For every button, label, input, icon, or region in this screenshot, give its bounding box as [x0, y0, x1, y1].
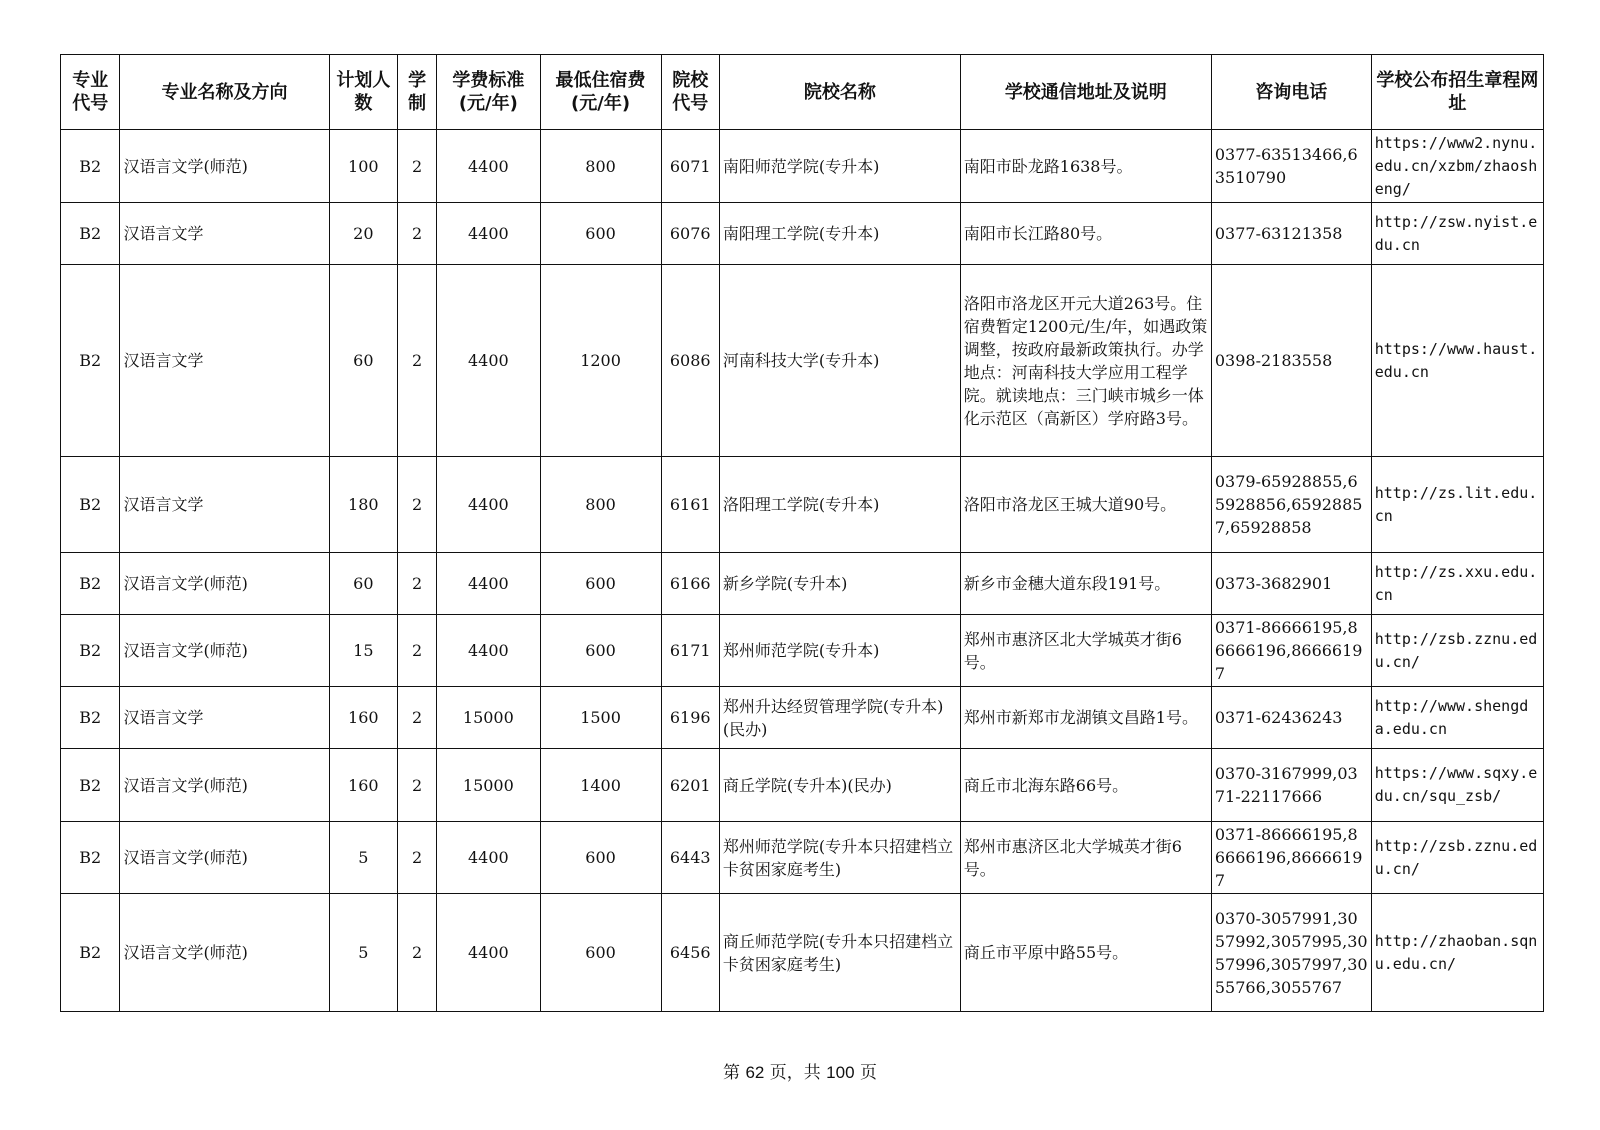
cell-school-code: 6171 — [661, 615, 719, 687]
cell-url: http://zsb.zznu.edu.cn/ — [1371, 615, 1543, 687]
cell-tuition: 4400 — [437, 615, 541, 687]
footer-suffix: 页 — [859, 1063, 877, 1083]
table-row — [61, 130, 1544, 203]
cell-url: https://www.haust.edu.cn — [1371, 265, 1543, 457]
cell-address: 南阳市卧龙路1638号。 — [960, 130, 1211, 203]
cell-plan-count: 160 — [329, 749, 398, 822]
cell-major-code: B2 — [61, 265, 120, 457]
cell-tuition: 4400 — [437, 822, 541, 894]
table-body — [61, 130, 1544, 1012]
cell-duration: 2 — [398, 553, 437, 615]
header-plan-count: 计划人数 — [329, 55, 398, 130]
cell-school-name: 河南科技大学(专升本) — [719, 265, 960, 457]
cell-major-code: B2 — [61, 615, 120, 687]
cell-url: http://zs.lit.edu.cn — [1371, 457, 1543, 553]
cell-phone: 0377-63121358 — [1211, 203, 1371, 265]
cell-school-code: 6201 — [661, 749, 719, 822]
cell-phone: 0370-3167999,0371-22117666 — [1211, 749, 1371, 822]
header-tuition: 学费标准(元/年) — [437, 55, 541, 130]
table-row — [61, 615, 1544, 687]
table-row — [61, 553, 1544, 615]
cell-duration: 2 — [398, 749, 437, 822]
footer-middle: 页，共 — [769, 1063, 821, 1083]
cell-duration: 2 — [398, 265, 437, 457]
cell-major-code: B2 — [61, 894, 120, 1012]
cell-address: 商丘市北海东路66号。 — [960, 749, 1211, 822]
cell-school-name: 南阳师范学院(专升本) — [719, 130, 960, 203]
footer-total-pages: 100 — [826, 1063, 855, 1082]
cell-dorm-fee: 1200 — [540, 265, 661, 457]
cell-school-code: 6161 — [661, 457, 719, 553]
cell-url: http://zhaoban.sqnu.edu.cn/ — [1371, 894, 1543, 1012]
header-major-code: 专业代号 — [61, 55, 120, 130]
cell-major-code: B2 — [61, 749, 120, 822]
cell-phone: 0379-65928855,65928856,65928857,65928858 — [1211, 457, 1371, 553]
cell-major-name: 汉语言文学 — [120, 203, 329, 265]
header-school-code: 院校代号 — [661, 55, 719, 130]
cell-major-name: 汉语言文学(师范) — [120, 749, 329, 822]
cell-tuition: 4400 — [437, 130, 541, 203]
cell-plan-count: 160 — [329, 687, 398, 749]
table-row — [61, 894, 1544, 1012]
cell-duration: 2 — [398, 894, 437, 1012]
cell-url: https://www2.nynu.edu.cn/xzbm/zhaosheng/ — [1371, 130, 1543, 203]
cell-url: http://www.shengda.edu.cn — [1371, 687, 1543, 749]
header-school-name: 院校名称 — [719, 55, 960, 130]
table-row — [61, 265, 1544, 457]
cell-dorm-fee: 600 — [540, 822, 661, 894]
header-url: 学校公布招生章程网址 — [1371, 55, 1543, 130]
cell-school-name: 洛阳理工学院(专升本) — [719, 457, 960, 553]
cell-dorm-fee: 600 — [540, 203, 661, 265]
cell-dorm-fee: 600 — [540, 553, 661, 615]
cell-plan-count: 5 — [329, 822, 398, 894]
cell-tuition: 4400 — [437, 553, 541, 615]
page-footer — [0, 1058, 1600, 1083]
cell-address: 新乡市金穗大道东段191号。 — [960, 553, 1211, 615]
cell-school-code: 6196 — [661, 687, 719, 749]
table-row — [61, 822, 1544, 894]
cell-school-code: 6071 — [661, 130, 719, 203]
footer-prefix: 第 — [723, 1063, 741, 1083]
cell-major-name: 汉语言文学(师范) — [120, 822, 329, 894]
cell-tuition: 15000 — [437, 749, 541, 822]
cell-dorm-fee: 1500 — [540, 687, 661, 749]
cell-address: 洛阳市洛龙区开元大道263号。住宿费暂定1200元/生/年，如遇政策调整，按政府最新政策执行。办学地点：河南科技大学应用工程学院。就读地点：三门峡市城乡一体化示范区（高新区）学府路3号。 — [960, 265, 1211, 457]
cell-school-code: 6076 — [661, 203, 719, 265]
cell-plan-count: 5 — [329, 894, 398, 1012]
cell-major-name: 汉语言文学(师范) — [120, 553, 329, 615]
cell-duration: 2 — [398, 615, 437, 687]
cell-major-code: B2 — [61, 130, 120, 203]
cell-school-name: 商丘师范学院(专升本只招建档立卡贫困家庭考生) — [719, 894, 960, 1012]
cell-duration: 2 — [398, 203, 437, 265]
cell-url: http://zsb.zznu.edu.cn/ — [1371, 822, 1543, 894]
cell-phone: 0373-3682901 — [1211, 553, 1371, 615]
cell-url: http://zs.xxu.edu.cn — [1371, 553, 1543, 615]
cell-tuition: 4400 — [437, 265, 541, 457]
header-row — [61, 55, 1544, 130]
cell-dorm-fee: 800 — [540, 130, 661, 203]
cell-url: https://www.sqxy.edu.cn/squ_zsb/ — [1371, 749, 1543, 822]
cell-phone: 0398-2183558 — [1211, 265, 1371, 457]
cell-url: http://zsw.nyist.edu.cn — [1371, 203, 1543, 265]
cell-address: 郑州市新郑市龙湖镇文昌路1号。 — [960, 687, 1211, 749]
cell-school-name: 商丘学院(专升本)(民办) — [719, 749, 960, 822]
cell-duration: 2 — [398, 130, 437, 203]
cell-phone: 0371-86666195,86666196,86666197 — [1211, 822, 1371, 894]
cell-major-code: B2 — [61, 822, 120, 894]
cell-phone: 0370-3057991,3057992,3057995,3057996,3057997,3055766,3055767 — [1211, 894, 1371, 1012]
cell-plan-count: 60 — [329, 553, 398, 615]
cell-major-code: B2 — [61, 687, 120, 749]
cell-phone: 0377-63513466,63510790 — [1211, 130, 1371, 203]
header-major-name: 专业名称及方向 — [120, 55, 329, 130]
cell-school-code: 6166 — [661, 553, 719, 615]
cell-school-name: 郑州师范学院(专升本只招建档立卡贫困家庭考生) — [719, 822, 960, 894]
cell-duration: 2 — [398, 822, 437, 894]
cell-major-name: 汉语言文学 — [120, 265, 329, 457]
cell-school-name: 新乡学院(专升本) — [719, 553, 960, 615]
cell-plan-count: 100 — [329, 130, 398, 203]
cell-dorm-fee: 600 — [540, 615, 661, 687]
admissions-table — [60, 54, 1544, 1012]
cell-address: 商丘市平原中路55号。 — [960, 894, 1211, 1012]
cell-major-code: B2 — [61, 457, 120, 553]
cell-plan-count: 20 — [329, 203, 398, 265]
cell-major-name: 汉语言文学 — [120, 687, 329, 749]
cell-school-name: 郑州升达经贸管理学院(专升本)(民办) — [719, 687, 960, 749]
cell-major-code: B2 — [61, 203, 120, 265]
cell-duration: 2 — [398, 457, 437, 553]
header-phone: 咨询电话 — [1211, 55, 1371, 130]
cell-major-name: 汉语言文学(师范) — [120, 894, 329, 1012]
cell-dorm-fee: 800 — [540, 457, 661, 553]
cell-plan-count: 180 — [329, 457, 398, 553]
cell-address: 洛阳市洛龙区王城大道90号。 — [960, 457, 1211, 553]
cell-major-name: 汉语言文学 — [120, 457, 329, 553]
cell-address: 郑州市惠济区北大学城英才街6号。 — [960, 822, 1211, 894]
cell-tuition: 15000 — [437, 687, 541, 749]
cell-address: 南阳市长江路80号。 — [960, 203, 1211, 265]
cell-school-name: 南阳理工学院(专升本) — [719, 203, 960, 265]
cell-major-name: 汉语言文学(师范) — [120, 615, 329, 687]
table-row — [61, 203, 1544, 265]
header-duration: 学制 — [398, 55, 437, 130]
cell-tuition: 4400 — [437, 203, 541, 265]
header-address: 学校通信地址及说明 — [960, 55, 1211, 130]
cell-school-code: 6443 — [661, 822, 719, 894]
table-row — [61, 749, 1544, 822]
footer-page-number: 62 — [745, 1063, 765, 1082]
cell-phone: 0371-62436243 — [1211, 687, 1371, 749]
cell-major-code: B2 — [61, 553, 120, 615]
cell-address: 郑州市惠济区北大学城英才街6号。 — [960, 615, 1211, 687]
table-row — [61, 687, 1544, 749]
cell-phone: 0371-86666195,86666196,86666197 — [1211, 615, 1371, 687]
cell-plan-count: 15 — [329, 615, 398, 687]
cell-school-name: 郑州师范学院(专升本) — [719, 615, 960, 687]
table-row — [61, 457, 1544, 553]
cell-school-code: 6456 — [661, 894, 719, 1012]
cell-plan-count: 60 — [329, 265, 398, 457]
header-dorm-fee: 最低住宿费(元/年) — [540, 55, 661, 130]
cell-school-code: 6086 — [661, 265, 719, 457]
cell-dorm-fee: 600 — [540, 894, 661, 1012]
cell-major-name: 汉语言文学(师范) — [120, 130, 329, 203]
cell-tuition: 4400 — [437, 457, 541, 553]
cell-tuition: 4400 — [437, 894, 541, 1012]
cell-duration: 2 — [398, 687, 437, 749]
cell-dorm-fee: 1400 — [540, 749, 661, 822]
